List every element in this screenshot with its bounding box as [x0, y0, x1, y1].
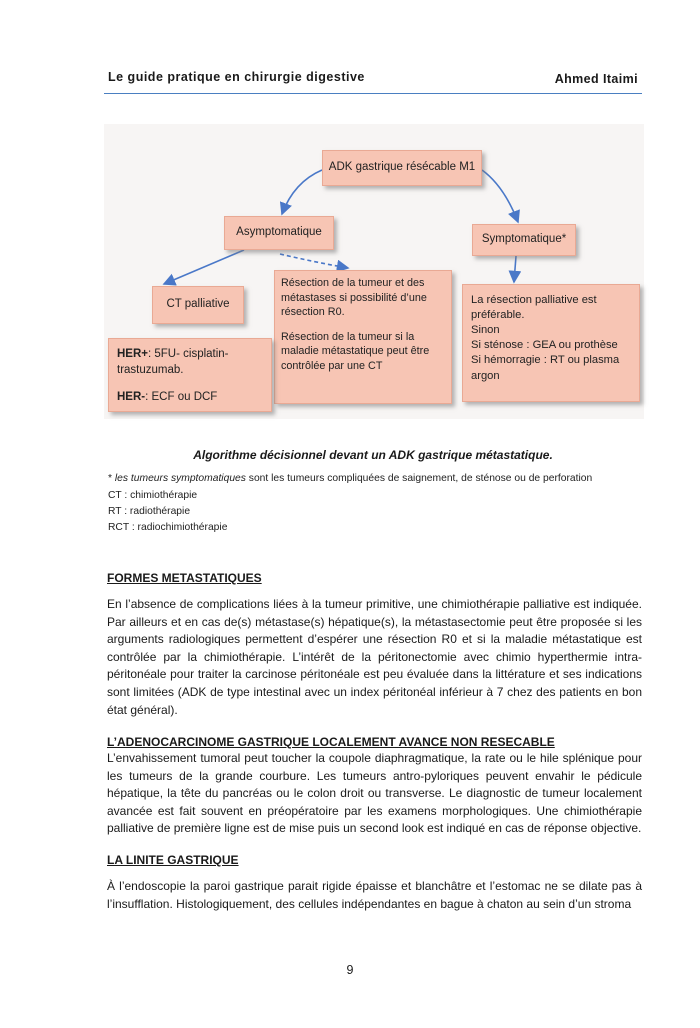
arrow-root-asym	[282, 170, 322, 214]
palliative-line-1: La résection palliative est préférable.	[471, 294, 597, 322]
node-ct-palliative: CT palliative	[152, 286, 244, 324]
resection-line-1: Résection de la tumeur et des métastases si possibilité d’une résection R0.	[281, 277, 427, 319]
node-symptomatic: Symptomatique*	[472, 224, 576, 256]
node-palliative-resection	[462, 284, 640, 402]
footnote-rest: sont les tumeurs compliquées de saignement, de sténose ou de perforation	[245, 473, 593, 484]
palliative-line-4: Si hémorragie : RT ou plasma argon	[471, 354, 620, 382]
section-text-metastatic: En l’absence de complications liées à la tumeur primitive, une chimiothérapie palliative est indiquée. Par ailleurs et en cas de(s) métastase(s) hépatique(s), la métastasectomie peut être proposée si les arguments radiologiques permettent d’espérer une résection R0 et si la maladie métastatique est contrôlée par la chimiothérapie. L’intérêt de la péritonectomie avec chimio hyperthermie intra-péritonéale pour traiter la carcinose péritonéale est peu évaluée dans la littérature et ses indications sont limitées (ADK de type intestinal avec un index péritonéal inférieur à 7 chez des patients en bon état général).	[107, 597, 642, 717]
footnote-symptomatic: * les tumeurs symptomatiques sont les tumeurs compliquées de saignement, de sténose ou de perforation	[108, 473, 593, 484]
arrow-asym-ct	[164, 250, 244, 284]
header-author: Ahmed Itaimi	[554, 72, 638, 86]
section-title-linitis: LA LINITE GASTRIQUE	[107, 853, 239, 867]
node-resection	[274, 270, 452, 404]
node-asymptomatic: Asymptomatique	[224, 216, 334, 250]
header-title: Le guide pratique en chirurgie digestive	[108, 70, 365, 84]
abbr-rct: RCT : radiochimiothérapie	[108, 522, 228, 533]
palliative-line-2: Sinon	[471, 324, 500, 337]
arrow-root-sym	[482, 170, 518, 222]
node-root: ADK gastrique résécable M1	[322, 150, 482, 186]
her-negative-text: : ECF ou DCF	[145, 391, 218, 404]
her-positive-label: HER+	[117, 348, 148, 360]
figure-caption: Algorithme décisionnel devant un ADK gastrique métastatique.	[193, 448, 553, 462]
section-text-locally-advanced: L’envahissement tumoral peut toucher la coupole diaphragmatique, la rate ou le hile splénique pour les tumeurs de la grande courbure. Les tumeurs antro-pyloriques peuvent envahir le pédicule hépatique, la tête du pancréas ou le colon droit ou transverse. Le diagnostic de tumeur localement avancée est fait souvent en préopératoire par les examens morphologiques. Une chimiothérapie palliative de première ligne est de mise puis un second look est indiqué en cas de réponse objective.	[107, 751, 642, 836]
algorithm-diagram	[104, 124, 644, 419]
palliative-line-3: Si sténose : GEA ou prothèse	[471, 339, 618, 352]
abbr-rt: RT : radiothérapie	[108, 506, 191, 517]
node-her-regimens	[108, 338, 272, 412]
section-title-metastatic: FORMES METASTATIQUES	[107, 571, 262, 585]
her-positive-text: : 5FU- cisplatin- trastuzumab.	[117, 348, 229, 376]
resection-line-2: Résection de la tumeur si la maladie métastatique peut être contrôlée par une CT	[281, 330, 430, 372]
section-text-linitis: À l’endoscopie la paroi gastrique parait rigide épaisse et blanchâtre et l’estomac ne se dilate pas à l’insufflation. Histologiquement, des cellules indépendantes en bague à chaton au sein d’un stroma	[107, 879, 642, 911]
section-title-locally-advanced: L’ADENOCARCINOME GASTRIQUE LOCALEMENT AVANCE NON RESECABLE	[107, 735, 555, 749]
abbr-ct: CT : chimiothérapie	[108, 490, 198, 501]
header-divider	[104, 93, 642, 94]
her-negative-label: HER-	[117, 391, 146, 404]
arrow-asym-res	[280, 254, 348, 268]
footnote-italic: les tumeurs symptomatiques	[114, 473, 246, 484]
arrow-sym-pal	[514, 256, 516, 282]
page-number: 9	[346, 963, 354, 977]
